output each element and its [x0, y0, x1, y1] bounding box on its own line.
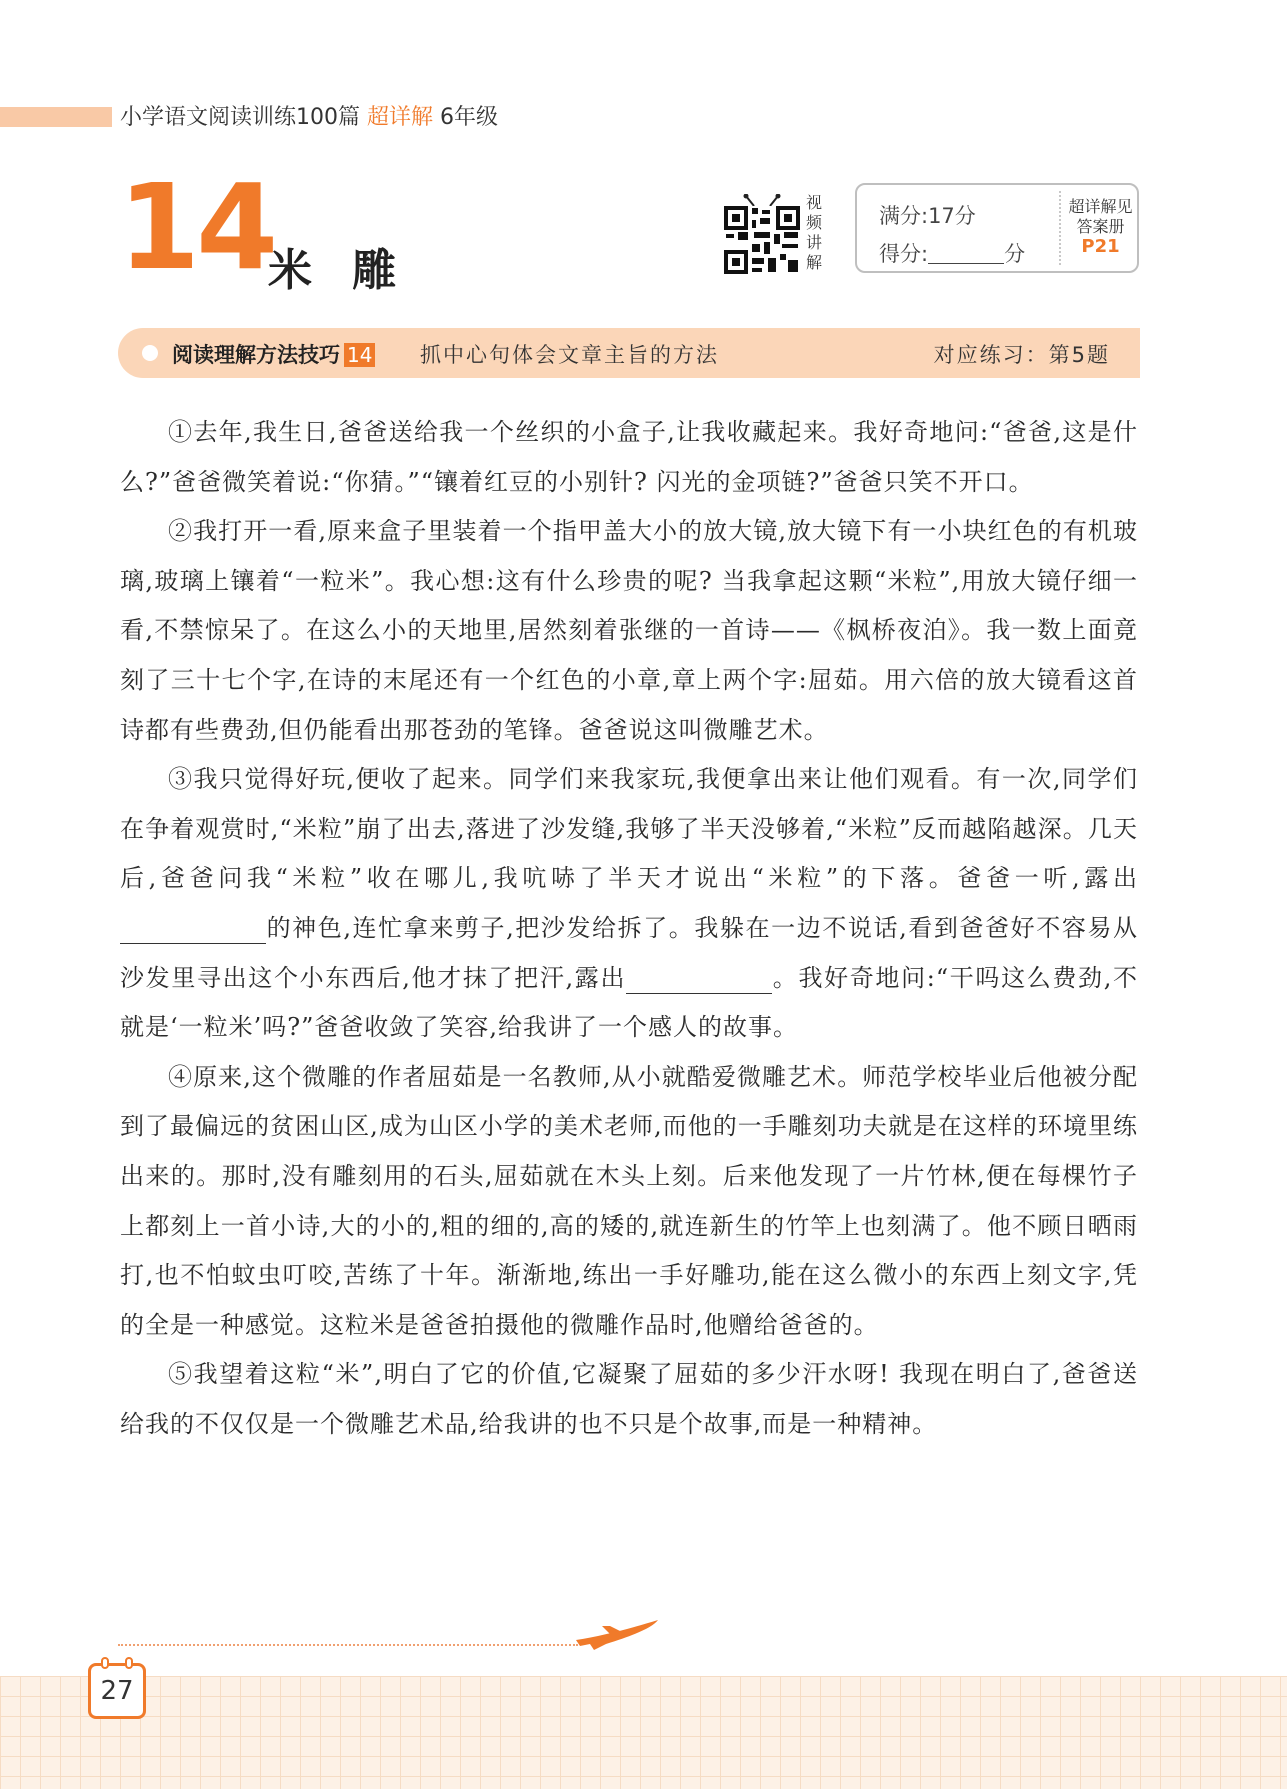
paragraph-3-part-a: ③我只觉得好玩,便收了起来。同学们来我家玩,我便拿出来让他们观看。有一次,同学们在争着观赏时,“米粒”崩了出去,落进了沙发缝,我够了半天没够着,“米粒”反而越陷越深。几天后,爸爸问我“米粒”收在哪儿,我吭哧了半天才说出“米粒”的下落。爸爸一听,露出: [120, 765, 1138, 893]
got-score-label: 得分:: [879, 242, 929, 266]
paragraph-1: ①去年,我生日,爸爸送给我一个丝织的小盒子,让我收藏起来。我好奇地问:“爸爸,这是什么?”爸爸微笑着说:“你猜。”“镶着红豆的小别针? 闪光的金项链?”爸爸只笑不开口。: [120, 418, 1138, 496]
paragraph-2: ②我打开一看,原来盒子里装着一个指甲盖大小的放大镜,放大镜下有一小块红色的有机玻璃,玻璃上镶着“一粒米”。我心想:这有什么珍贵的呢? 当我拿起这颗“米粒”,用放大镜仔细一看,不禁惊呆了。在这么小的天地里,居然刻着张继的一首诗——《枫桥夜泊》。我一数上面竟刻了三十七个字,在诗的末尾还有一个红色的小章,章上两个字:屈茹。用六倍的放大镜看这首诗都有些费劲,但仍能看出那苍劲的笔锋。爸爸说这叫微雕艺术。: [120, 517, 1138, 744]
method-label-text: 阅读理解方法技巧: [172, 343, 340, 367]
method-label: [172, 339, 375, 369]
paragraph-3-part-c: 。我好奇地问:“干吗这么费劲,不就是‘一粒米’吗?”爸爸收敛了笑容,给我讲了一个感人的故事。: [120, 963, 1139, 1042]
paragraph-3: [120, 755, 1138, 1053]
calendar-ring-icon: [125, 1657, 133, 1669]
full-score: 满分:17分: [879, 204, 976, 228]
bullet-dot-icon: [142, 345, 158, 361]
got-score[interactable]: [879, 235, 1025, 273]
grade-label: 6年级: [440, 105, 499, 130]
qr-code-icon[interactable]: [724, 194, 800, 274]
qr-label: 视频讲解: [806, 193, 823, 272]
method-topic: 抓中心句体会文章主旨的方法: [420, 343, 719, 367]
method-practice: 对应练习：第5题: [933, 343, 1110, 367]
running-header: [120, 100, 498, 131]
calendar-ring-icon: [101, 1657, 109, 1669]
header-band: [0, 107, 112, 127]
answer-reference: [1062, 197, 1139, 257]
airplane-icon: [572, 1614, 662, 1654]
book-tag: 超详解: [367, 105, 434, 130]
answer-blank-2[interactable]: [626, 963, 772, 994]
lesson-number: 14: [118, 158, 275, 296]
score-blank[interactable]: [928, 241, 1004, 264]
answer-blank-1[interactable]: [120, 913, 266, 944]
score-box: [855, 183, 1139, 273]
score-divider: [1059, 191, 1061, 265]
paragraph-5: ⑤我望着这粒“米”,明白了它的价值,它凝聚了屈茹的多少汗水呀! 我现在明白了,爸爸送给我的不仅仅是一个微雕艺术品,给我讲的也不只是个故事,而是一种精神。: [120, 1360, 1138, 1438]
dotted-divider: [118, 1644, 578, 1646]
page-number-badge: [88, 1663, 146, 1719]
method-bar: [118, 328, 1140, 378]
page-number: 27: [100, 1676, 134, 1706]
answer-line-1: 超详解见: [1068, 197, 1133, 216]
book-title: 小学语文阅读训练100篇: [120, 105, 360, 130]
lesson-title: 米雕: [268, 245, 436, 296]
got-score-unit: 分: [1004, 242, 1026, 266]
paragraph-3-part-b: 的神色,连忙拿来剪子,把沙发给拆了。我躲在一边不说话,看到爸爸好不容易从沙发里寻出这个小东西后,他才抹了把汗,露出: [120, 913, 1138, 992]
paragraph-4: ④原来,这个微雕的作者屈茹是一名教师,从小就酷爱微雕艺术。师范学校毕业后他被分配到了最偏远的贫困山区,成为山区小学的美术老师,而他的一手雕刻功夫就是在这样的环境里练出来的。那时,没有雕刻用的石头,屈茹就在木头上刻。后来他发现了一片竹林,便在每棵竹子上都刻上一首小诗,大的小的,粗的细的,高的矮的,就连新生的竹竿上也刻满了。他不顾日晒雨打,也不怕蚊虫叮咬,苦练了十年。渐渐地,练出一手好雕功,能在这么微小的东西上刻文字,凭的全是一种感觉。这粒米是爸爸拍摄他的微雕作品时,他赠给爸爸的。: [120, 1062, 1138, 1339]
method-number: 14: [344, 343, 375, 367]
footer-grid: [0, 1676, 1287, 1789]
article-body: [120, 408, 1138, 1449]
answer-line-2: 答案册: [1076, 217, 1125, 236]
answer-page: P21: [1081, 236, 1120, 257]
